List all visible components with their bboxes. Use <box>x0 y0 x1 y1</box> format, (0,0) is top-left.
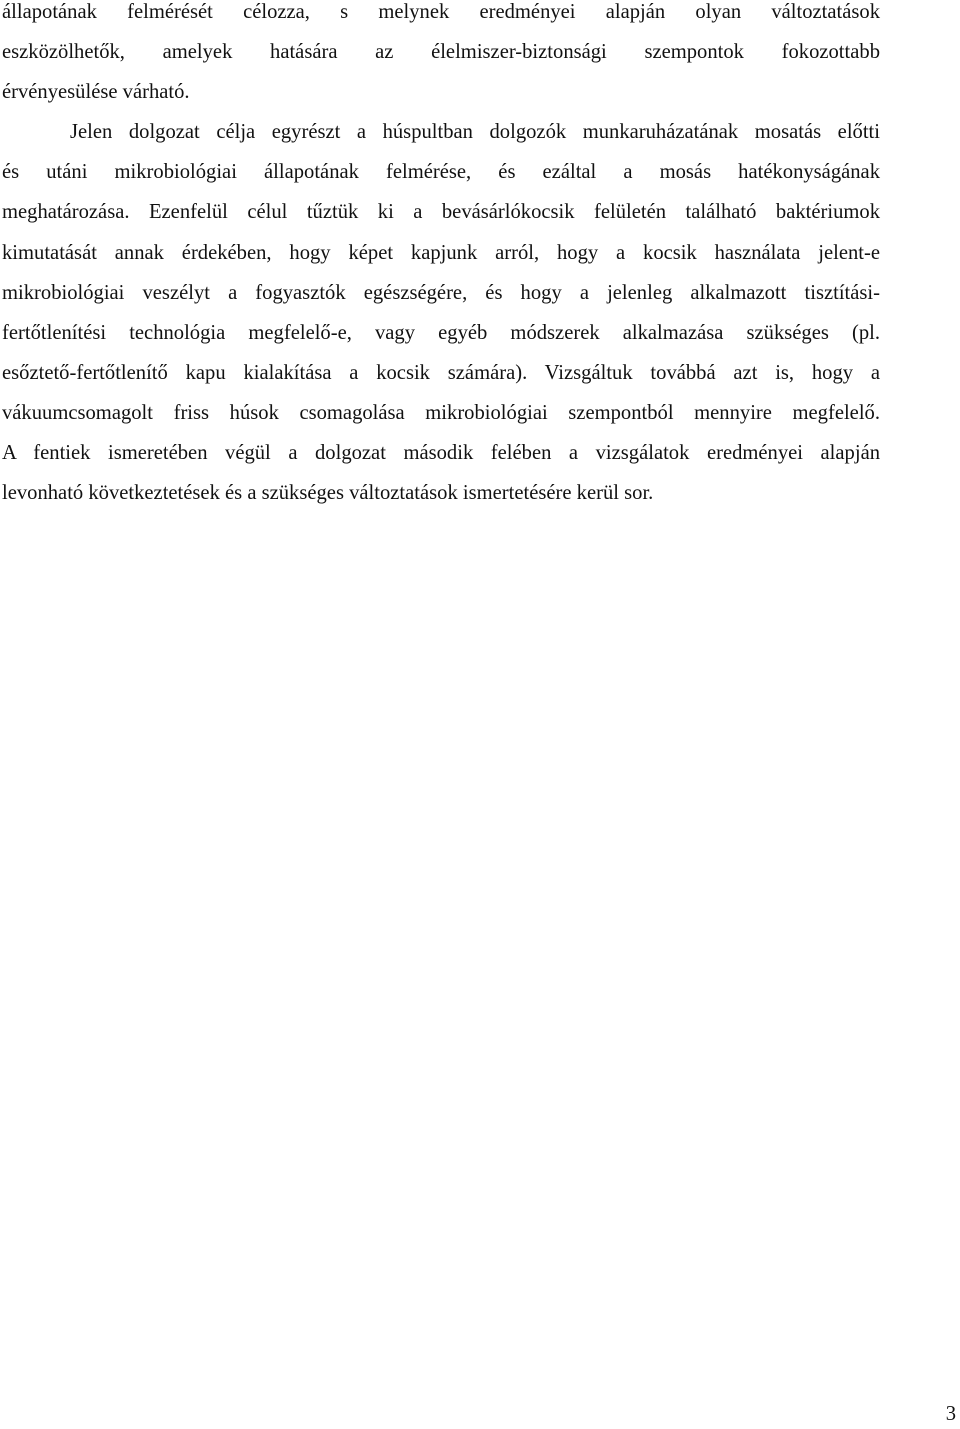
text-line: meghatározása. Ezenfelül célul tűztük ki a bevásárlókocsik felületén található baktériumok <box>2 201 880 224</box>
text-line: levonható következtetések és a szükséges változtatások ismertetésére kerül sor. <box>2 482 654 505</box>
text-line: érvényesülése várható. <box>2 81 190 104</box>
text-line: A fentiek ismeretében végül a dolgozat második felében a vizsgálatok eredményei alapján <box>2 442 880 465</box>
text-line: kimutatását annak érdekében, hogy képet kapjunk arról, hogy a kocsik használata jelent-e <box>2 241 880 264</box>
text-line: mikrobiológiai veszélyt a fogyasztók egészségére, és hogy a jelenleg alkalmazott tisztítási- <box>2 281 880 304</box>
body-text <box>2 0 880 513</box>
text-line: állapotának felmérését célozza, s melynek eredményei alapján olyan változtatások <box>2 1 880 23</box>
page-number: 3 <box>945 1403 956 1425</box>
text-line: fertőtlenítési technológia megfelelő-e, vagy egyéb módszerek alkalmazása szükséges (pl. <box>2 321 880 344</box>
text-line: és utáni mikrobiológiai állapotának felmérése, és ezáltal a mosás hatékonyságának <box>2 161 880 184</box>
text-line: Jelen dolgozat célja egyrészt a húspultban dolgozók munkaruházatának mosatás előtti <box>70 121 880 144</box>
text-line: esőztető-fertőtlenítő kapu kialakítása a kocsik számára). Vizsgáltuk továbbá azt is, hogy a <box>2 361 880 384</box>
text-line: vákuumcsomagolt friss húsok csomagolása mikrobiológiai szempontból mennyire megfelelő. <box>2 401 880 424</box>
text-line: eszközölhetők, amelyek hatására az élelmiszer-biztonsági szempontok fokozottabb <box>2 41 880 64</box>
